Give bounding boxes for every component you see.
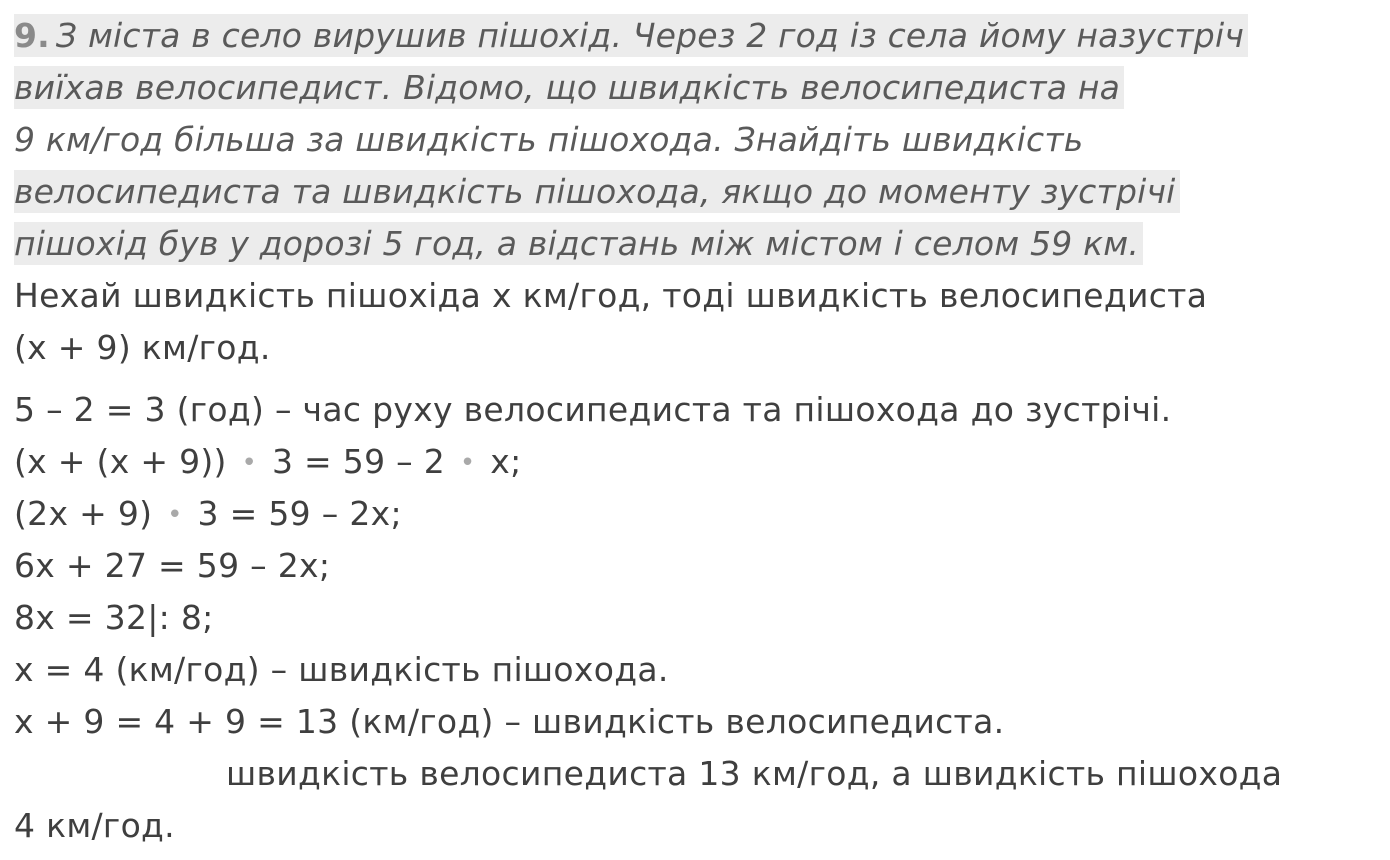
solution-intro-line-2: (х + 9) км/год. xyxy=(14,328,271,367)
equation-2-left: (2х + 9) xyxy=(14,494,153,533)
equation-1-mid: 3 = 59 – 2 xyxy=(271,442,446,481)
multiply-dot-icon: • xyxy=(167,500,183,530)
problem-line-3 xyxy=(14,116,1083,164)
problem-line-4-text: велосипедиста та швидкість пішохода, якщо до моменту зустрічі xyxy=(14,170,1180,213)
equation-3: 6х + 27 = 59 – 2х; xyxy=(14,546,331,585)
equation-2-right: 3 = 59 – 2х; xyxy=(197,494,402,533)
equation-5: х = 4 (км/год) – швидкість пішохода. xyxy=(14,650,669,689)
multiply-dot-icon: • xyxy=(241,448,258,478)
problem-line-3-text: 9 км/год більша за швидкість пішохода. Знайдіть швидкість xyxy=(14,120,1084,159)
solution-time-line: 5 – 2 = 3 (год) – час руху велосипедиста та пішохода до зустрічі. xyxy=(14,390,1172,429)
solution-intro-line-1: Нехай швидкість пішохіда х км/год, тоді швидкість велосипедиста xyxy=(14,276,1208,315)
equation-1-right: х; xyxy=(490,442,522,481)
equation-1 xyxy=(14,438,522,486)
problem-line-2 xyxy=(14,64,1124,112)
problem-line-1 xyxy=(14,12,1248,60)
multiply-dot-icon: • xyxy=(459,448,476,478)
answer-line-2: 4 км/год. xyxy=(14,806,175,845)
problem-line-2-text: виїхав велосипедист. Відомо, що швидкість велосипедиста на xyxy=(14,66,1124,109)
problem-line-5 xyxy=(14,220,1143,268)
problem-line-5-text: пішохід був у дорозі 5 год, а відстань між містом і селом 59 км. xyxy=(14,222,1143,265)
problem-line-1-highlight xyxy=(14,14,1248,57)
answer-line-1: швидкість велосипедиста 13 км/год, а швидкість пішохода xyxy=(226,754,1283,793)
problem-number: 9. xyxy=(14,16,50,55)
equation-1-left: (х + (х + 9)) xyxy=(14,442,227,481)
problem-line-4 xyxy=(14,168,1180,216)
equation-4: 8х = 32|: 8; xyxy=(14,598,214,637)
equation-6: х + 9 = 4 + 9 = 13 (км/год) – швидкість велосипедиста. xyxy=(14,702,1005,741)
equation-2 xyxy=(14,490,402,538)
problem-line-1-text: З міста в село вирушив пішохід. Через 2 год із села йому назустріч xyxy=(55,16,1245,55)
